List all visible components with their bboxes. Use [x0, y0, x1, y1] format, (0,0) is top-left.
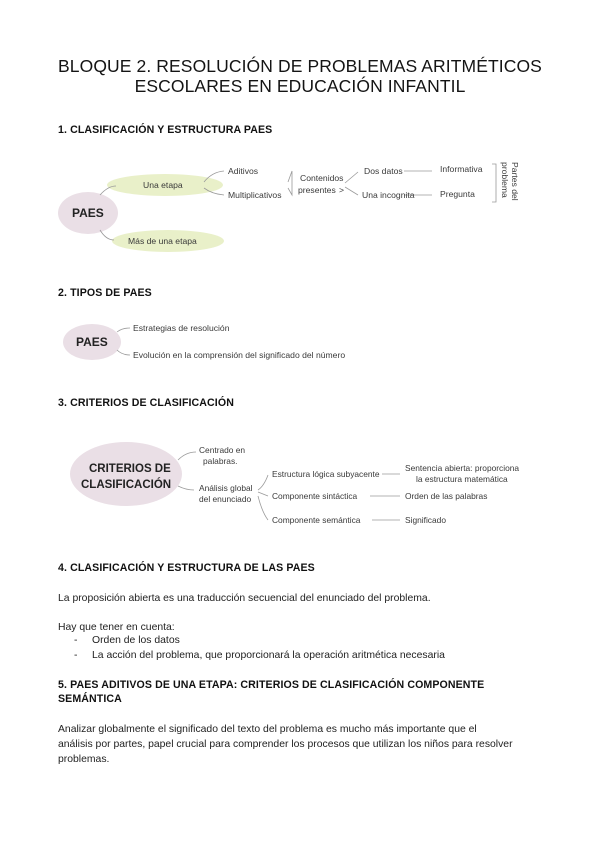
sentencia-label-1: Sentencia abierta: proporciona [405, 463, 520, 473]
aditivos-label: Aditivos [228, 166, 259, 176]
criterios-label-1: CRITERIOS DE [89, 463, 171, 475]
contenidos-label-1: Contenidos [300, 173, 344, 183]
semantica-label: Componente semántica [272, 515, 361, 525]
bullet-dash: - [74, 635, 78, 646]
significado-label: Significado [405, 515, 446, 525]
pregunta-label: Pregunta [440, 189, 475, 199]
section-2-heading: 2. TIPOS DE PAES [58, 287, 152, 299]
criterios-label-2: CLASIFICACIÓN [81, 479, 172, 491]
analisis-label-1: Análisis global [199, 483, 253, 493]
paes-label-2: PAES [76, 335, 108, 349]
paes-label: PAES [72, 206, 104, 220]
analisis-label-2: del enunciado [199, 494, 252, 504]
dos-datos-label: Dos datos [364, 166, 403, 176]
list-item-text: La acción del problema, que proporcionará la operación aritmética necesaria [92, 650, 445, 661]
page-title-line-2: ESCOLARES EN EDUCACIÓN INFANTIL [134, 76, 466, 96]
contenidos-label-2: presentes [298, 185, 336, 195]
centrado-label-1: Centrado en [199, 445, 246, 455]
list-item [74, 635, 180, 646]
list-item [74, 650, 445, 661]
una-incognita-label: Una incognita [362, 190, 415, 200]
section-5-heading-line-2: SEMÁNTICA [58, 693, 122, 705]
list-item-text: Orden de los datos [92, 635, 180, 646]
section-5-paragraph-line-2: análisis por partes, papel crucial para comprender los procesos que utilizan los niños para resolver [58, 739, 513, 750]
evolucion-label: Evolución en la comprensión del significado del número [133, 350, 346, 360]
partes-label-2: problema [500, 162, 510, 198]
multiplicativos-label: Multiplicativos [228, 190, 282, 200]
section-3-heading: 3. CRITERIOS DE CLASIFICACIÓN [58, 397, 234, 409]
section-1-heading: 1. CLASIFICACIÓN Y ESTRUCTURA PAES [58, 124, 273, 136]
sentencia-label-2: la estructura matemática [416, 474, 508, 484]
una-etapa-label: Una etapa [143, 180, 183, 190]
section-5-paragraph-line-3: problemas. [58, 754, 110, 765]
centrado-label-2: palabras. [203, 456, 238, 466]
diagram-criterios [0, 430, 600, 540]
section-5-heading-line-1: 5. PAES ADITIVOS DE UNA ETAPA: CRITERIOS DE CLASIFICACIÓN COMPONENTE [58, 679, 485, 691]
estructura-label: Estructura lógica subyacente [272, 469, 380, 479]
bullet-dash: - [74, 650, 78, 661]
mas-de-una-etapa-label: Más de una etapa [128, 236, 197, 246]
section-4-heading: 4. CLASIFICACIÓN Y ESTRUCTURA DE LAS PAES [58, 562, 315, 574]
diagram-tipos-paes [0, 314, 600, 370]
orden-label: Orden de las palabras [405, 491, 488, 501]
page-title-line-1: BLOQUE 2. RESOLUCIÓN DE PROBLEMAS ARITMÉTICOS [58, 56, 542, 76]
page-title [30, 56, 570, 96]
diagram-paes-structure [0, 150, 600, 260]
informativa-label: Informativa [440, 164, 483, 174]
partes-label-1: Partes del [510, 162, 520, 201]
section-4-paragraph-1: La proposición abierta es una traducción secuencial del enunciado del problema. [58, 593, 431, 604]
contenidos-mark: > [339, 185, 345, 195]
section-5-paragraph-line-1: Analizar globalmente el significado del texto del problema es mucho más importante que el [58, 724, 477, 735]
estrategias-label: Estrategias de resolución [133, 323, 230, 333]
section-4-paragraph-2: Hay que tener en cuenta: [58, 622, 175, 633]
sintactica-label: Componente sintáctica [272, 491, 358, 501]
